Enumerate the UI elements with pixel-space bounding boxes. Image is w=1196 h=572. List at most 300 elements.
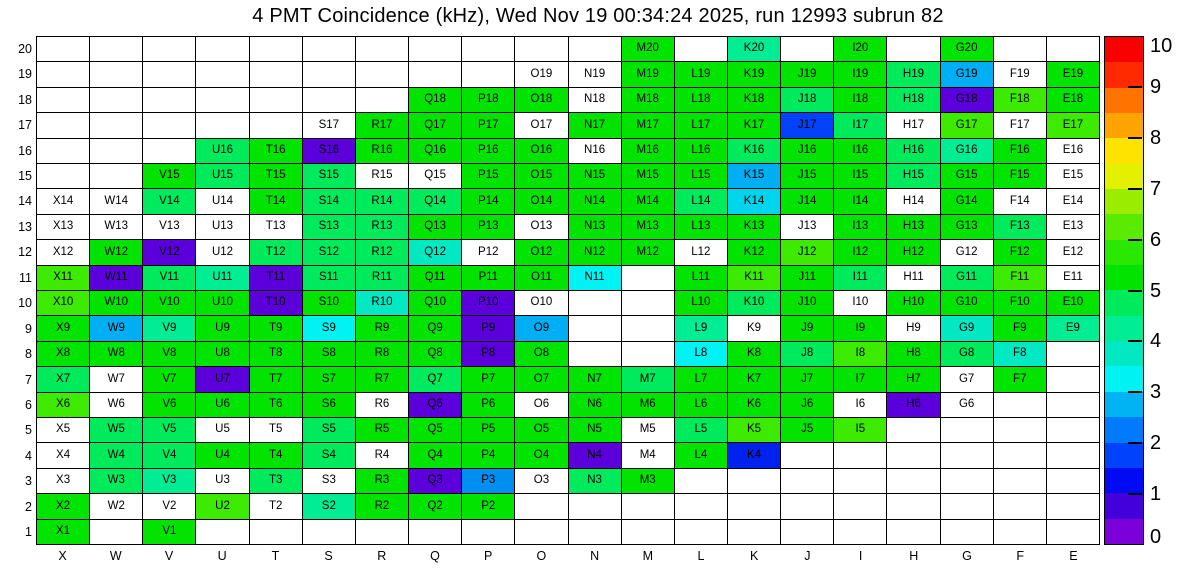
heatmap-cell: O7 xyxy=(515,367,567,391)
heatmap-cell: W5 xyxy=(90,418,142,442)
heatmap-cell: F13 xyxy=(994,215,1046,239)
heatmap-cell: S12 xyxy=(303,240,355,264)
heatmap-cell: L14 xyxy=(675,189,727,213)
heatmap-cell: K19 xyxy=(728,62,780,86)
y-axis-label: 17 xyxy=(18,118,32,133)
heatmap-cell xyxy=(781,494,833,518)
colorbar-segment xyxy=(1105,316,1143,341)
heatmap-cell: V15 xyxy=(143,164,195,188)
colorbar-segment xyxy=(1105,240,1143,265)
heatmap-cell: G20 xyxy=(941,37,993,61)
heatmap-cell: J12 xyxy=(781,240,833,264)
heatmap-cell: K20 xyxy=(728,37,780,61)
heatmap-cell: K8 xyxy=(728,342,780,366)
heatmap-cell xyxy=(250,88,302,112)
heatmap-cell: Q2 xyxy=(409,494,461,518)
heatmap-cell xyxy=(409,62,461,86)
x-axis-label: V xyxy=(164,549,174,563)
heatmap-cell: T2 xyxy=(250,494,302,518)
heatmap-cell: U2 xyxy=(196,494,248,518)
heatmap-cell xyxy=(409,520,461,544)
heatmap-cell: O6 xyxy=(515,393,567,417)
heatmap-cell: I7 xyxy=(834,367,886,391)
y-axis-label: 14 xyxy=(18,194,32,209)
heatmap-cell: K11 xyxy=(728,266,780,290)
y-axis-label: 9 xyxy=(25,321,32,336)
heatmap-cell: N16 xyxy=(569,139,621,163)
heatmap-cell: J7 xyxy=(781,367,833,391)
heatmap-cell: P7 xyxy=(462,367,514,391)
heatmap-cell: J6 xyxy=(781,393,833,417)
heatmap-cell: K10 xyxy=(728,291,780,315)
heatmap-cell xyxy=(37,62,89,86)
heatmap-cell xyxy=(569,291,621,315)
heatmap-cell: O10 xyxy=(515,291,567,315)
heatmap-cell: U8 xyxy=(196,342,248,366)
heatmap-cell xyxy=(515,37,567,61)
heatmap-cell: X14 xyxy=(37,189,89,213)
heatmap-cell xyxy=(196,37,248,61)
heatmap-cell: Q11 xyxy=(409,266,461,290)
heatmap-cell: O8 xyxy=(515,342,567,366)
colorbar-tick-label: 7 xyxy=(1150,177,1162,200)
heatmap-cell: R6 xyxy=(356,393,408,417)
heatmap-cell: W11 xyxy=(90,266,142,290)
heatmap-cell: J19 xyxy=(781,62,833,86)
heatmap-cell: Q13 xyxy=(409,215,461,239)
heatmap-cell: J18 xyxy=(781,88,833,112)
heatmap-cell: P18 xyxy=(462,88,514,112)
colorbar-segment xyxy=(1105,468,1143,493)
heatmap-cell: S15 xyxy=(303,164,355,188)
heatmap-cell: X3 xyxy=(37,469,89,493)
heatmap-cell: Q14 xyxy=(409,189,461,213)
heatmap-cell xyxy=(303,88,355,112)
heatmap-cell: P5 xyxy=(462,418,514,442)
heatmap-cell xyxy=(356,520,408,544)
heatmap-cell: E9 xyxy=(1047,316,1099,340)
heatmap-cell xyxy=(515,520,567,544)
heatmap-cell: K13 xyxy=(728,215,780,239)
heatmap-cell: E10 xyxy=(1047,291,1099,315)
heatmap-cell: Q12 xyxy=(409,240,461,264)
heatmap-cell: I19 xyxy=(834,62,886,86)
colorbar-tick xyxy=(1128,493,1142,495)
heatmap-cell: O16 xyxy=(515,139,567,163)
heatmap-cell xyxy=(1047,393,1099,417)
heatmap-cell: O15 xyxy=(515,164,567,188)
heatmap-cell: S2 xyxy=(303,494,355,518)
heatmap-cell: V7 xyxy=(143,367,195,391)
heatmap-cell: G18 xyxy=(941,88,993,112)
heatmap-cell: N18 xyxy=(569,88,621,112)
heatmap-cell: L5 xyxy=(675,418,727,442)
heatmap-cell: M17 xyxy=(622,113,674,137)
heatmap-cell xyxy=(781,520,833,544)
heatmap-cell: U12 xyxy=(196,240,248,264)
heatmap-cell: L15 xyxy=(675,164,727,188)
heatmap-cell: L18 xyxy=(675,88,727,112)
heatmap-cell: T12 xyxy=(250,240,302,264)
heatmap-cell xyxy=(834,443,886,467)
heatmap-cell: V8 xyxy=(143,342,195,366)
heatmap-cell: V3 xyxy=(143,469,195,493)
heatmap-cell: P11 xyxy=(462,266,514,290)
heatmap-cell: K16 xyxy=(728,139,780,163)
heatmap-cell xyxy=(143,37,195,61)
x-axis-label: F xyxy=(1016,549,1024,563)
heatmap-cell: E18 xyxy=(1047,88,1099,112)
heatmap-cell: I13 xyxy=(834,215,886,239)
heatmap-cell: O17 xyxy=(515,113,567,137)
heatmap-cell: L16 xyxy=(675,139,727,163)
heatmap-cell: T7 xyxy=(250,367,302,391)
heatmap-cell: V11 xyxy=(143,266,195,290)
heatmap-cell: X6 xyxy=(37,393,89,417)
heatmap-cell: N6 xyxy=(569,393,621,417)
heatmap-cell: H9 xyxy=(887,316,939,340)
heatmap-cell: U6 xyxy=(196,393,248,417)
colorbar-tick-label: 8 xyxy=(1150,126,1162,149)
heatmap-cell xyxy=(1047,342,1099,366)
heatmap-cell: T13 xyxy=(250,215,302,239)
heatmap-cell xyxy=(1047,37,1099,61)
heatmap-cell: U11 xyxy=(196,266,248,290)
heatmap-cell xyxy=(781,37,833,61)
heatmap-cell: R14 xyxy=(356,189,408,213)
heatmap-cell: X13 xyxy=(37,215,89,239)
heatmap-cell: T6 xyxy=(250,393,302,417)
heatmap-cell: L7 xyxy=(675,367,727,391)
colorbar-tick xyxy=(1128,137,1142,139)
heatmap-cell: E13 xyxy=(1047,215,1099,239)
colorbar-segment xyxy=(1105,265,1143,290)
heatmap-cell: I12 xyxy=(834,240,886,264)
heatmap-cell: Q6 xyxy=(409,393,461,417)
heatmap-cell: T5 xyxy=(250,418,302,442)
heatmap-cell xyxy=(675,37,727,61)
heatmap-cell: R10 xyxy=(356,291,408,315)
y-axis-label: 6 xyxy=(25,398,32,413)
heatmap-cell xyxy=(622,291,674,315)
heatmap-cell: P3 xyxy=(462,469,514,493)
heatmap-cell xyxy=(994,520,1046,544)
heatmap-cell: G17 xyxy=(941,113,993,137)
heatmap-cell: N19 xyxy=(569,62,621,86)
heatmap-cell: M19 xyxy=(622,62,674,86)
x-axis-label: O xyxy=(536,549,547,563)
heatmap-cell: G16 xyxy=(941,139,993,163)
x-axis-label: P xyxy=(484,549,493,563)
colorbar-segment xyxy=(1105,493,1143,518)
heatmap-cell: W7 xyxy=(90,367,142,391)
heatmap-cell xyxy=(622,520,674,544)
heatmap-cell xyxy=(90,113,142,137)
heatmap-cell xyxy=(941,418,993,442)
heatmap-cell xyxy=(196,520,248,544)
colorbar-segment xyxy=(1105,214,1143,239)
heatmap-cell: N17 xyxy=(569,113,621,137)
heatmap-cell xyxy=(622,342,674,366)
heatmap-cell: L4 xyxy=(675,443,727,467)
colorbar-tick-label: 3 xyxy=(1150,381,1162,404)
heatmap-cell xyxy=(90,37,142,61)
heatmap-cell: N15 xyxy=(569,164,621,188)
heatmap-cell: P17 xyxy=(462,113,514,137)
heatmap-cell: W10 xyxy=(90,291,142,315)
heatmap-cell: G14 xyxy=(941,189,993,213)
colorbar-segment xyxy=(1105,164,1143,189)
heatmap-cell xyxy=(675,520,727,544)
heatmap-cell: E15 xyxy=(1047,164,1099,188)
heatmap-cell: F18 xyxy=(994,88,1046,112)
heatmap-cell: W14 xyxy=(90,189,142,213)
heatmap-cell: Q10 xyxy=(409,291,461,315)
heatmap-cell xyxy=(994,37,1046,61)
heatmap-cell: P9 xyxy=(462,316,514,340)
heatmap-cell: G6 xyxy=(941,393,993,417)
heatmap-cell: M14 xyxy=(622,189,674,213)
colorbar-tick-label: 9 xyxy=(1150,75,1162,98)
colorbar-segment xyxy=(1105,113,1143,138)
y-axis-label: 19 xyxy=(18,67,32,82)
heatmap-cell xyxy=(250,113,302,137)
heatmap-cell: U9 xyxy=(196,316,248,340)
heatmap-cell xyxy=(569,520,621,544)
heatmap-cell xyxy=(941,469,993,493)
heatmap-cell xyxy=(1047,443,1099,467)
heatmap-cell: O3 xyxy=(515,469,567,493)
heatmap-cell: K14 xyxy=(728,189,780,213)
heatmap-cell xyxy=(941,443,993,467)
heatmap-cell: G11 xyxy=(941,266,993,290)
heatmap-cell: G7 xyxy=(941,367,993,391)
heatmap-cell: X2 xyxy=(37,494,89,518)
heatmap-cell: U10 xyxy=(196,291,248,315)
heatmap-cell: Q5 xyxy=(409,418,461,442)
heatmap-cell: R11 xyxy=(356,266,408,290)
heatmap-cell xyxy=(196,62,248,86)
heatmap-cell: V10 xyxy=(143,291,195,315)
colorbar-segment xyxy=(1105,37,1143,62)
y-axis-label: 3 xyxy=(25,474,32,489)
heatmap-cell: Q8 xyxy=(409,342,461,366)
heatmap-cell: E12 xyxy=(1047,240,1099,264)
colorbar-tick xyxy=(1128,188,1142,190)
heatmap-cell xyxy=(675,494,727,518)
heatmap-cell xyxy=(37,164,89,188)
heatmap-cell xyxy=(1047,520,1099,544)
heatmap-cell xyxy=(196,88,248,112)
heatmap-cell: K18 xyxy=(728,88,780,112)
heatmap-cell xyxy=(569,342,621,366)
heatmap-cell xyxy=(781,469,833,493)
heatmap-cell: Q18 xyxy=(409,88,461,112)
heatmap-cell xyxy=(462,62,514,86)
heatmap-cell: R5 xyxy=(356,418,408,442)
heatmap-cell xyxy=(250,37,302,61)
y-axis-label: 20 xyxy=(18,41,32,56)
heatmap-cell: M5 xyxy=(622,418,674,442)
y-axis-label: 16 xyxy=(18,143,32,158)
heatmap-cell xyxy=(887,418,939,442)
heatmap-cell: N3 xyxy=(569,469,621,493)
heatmap-cell: N5 xyxy=(569,418,621,442)
colorbar-segment xyxy=(1105,138,1143,163)
heatmap-cell xyxy=(515,494,567,518)
heatmap-cell xyxy=(462,37,514,61)
heatmap-cell: X9 xyxy=(37,316,89,340)
heatmap-cell: F16 xyxy=(994,139,1046,163)
heatmap-cell: M16 xyxy=(622,139,674,163)
colorbar-tick xyxy=(1128,239,1142,241)
heatmap-cell: S5 xyxy=(303,418,355,442)
heatmap-cell: W4 xyxy=(90,443,142,467)
heatmap-cell: J11 xyxy=(781,266,833,290)
heatmap-cell xyxy=(994,418,1046,442)
heatmap-cell: E11 xyxy=(1047,266,1099,290)
heatmap-cell xyxy=(834,469,886,493)
heatmap-cell: V9 xyxy=(143,316,195,340)
heatmap-cell: G19 xyxy=(941,62,993,86)
heatmap-cell: H11 xyxy=(887,266,939,290)
heatmap-cell: U16 xyxy=(196,139,248,163)
heatmap-cell: G12 xyxy=(941,240,993,264)
heatmap-cell: R17 xyxy=(356,113,408,137)
x-axis-label: J xyxy=(804,549,811,563)
heatmap-cell: U14 xyxy=(196,189,248,213)
heatmap-cell: J17 xyxy=(781,113,833,137)
heatmap-cell: K4 xyxy=(728,443,780,467)
y-axis-label: 4 xyxy=(25,448,32,463)
heatmap-cell: H16 xyxy=(887,139,939,163)
heatmap-cell: Q15 xyxy=(409,164,461,188)
heatmap-cell: K17 xyxy=(728,113,780,137)
heatmap-cell: S16 xyxy=(303,139,355,163)
heatmap-cell: N13 xyxy=(569,215,621,239)
heatmap-cell: F7 xyxy=(994,367,1046,391)
heatmap-cell: T15 xyxy=(250,164,302,188)
heatmap-cell: R15 xyxy=(356,164,408,188)
colorbar-segment xyxy=(1105,290,1143,315)
heatmap-cell: P14 xyxy=(462,189,514,213)
heatmap-cell xyxy=(887,37,939,61)
heatmap-cell xyxy=(196,113,248,137)
heatmap-cell: X4 xyxy=(37,443,89,467)
heatmap-cell: S8 xyxy=(303,342,355,366)
heatmap-cell: L6 xyxy=(675,393,727,417)
heatmap-cell: F12 xyxy=(994,240,1046,264)
heatmap-cell: N11 xyxy=(569,266,621,290)
heatmap-cell: I9 xyxy=(834,316,886,340)
heatmap-cell: H18 xyxy=(887,88,939,112)
heatmap-cell: Q7 xyxy=(409,367,461,391)
heatmap-cell: T8 xyxy=(250,342,302,366)
heatmap-cell: V13 xyxy=(143,215,195,239)
heatmap-cell xyxy=(569,494,621,518)
heatmap-cell: O14 xyxy=(515,189,567,213)
x-axis-label: G xyxy=(962,549,972,563)
colorbar-tick-label: 2 xyxy=(1150,432,1162,455)
heatmap-cell: E19 xyxy=(1047,62,1099,86)
colorbar-tick xyxy=(1128,340,1142,342)
heatmap-cell: O12 xyxy=(515,240,567,264)
heatmap-cell xyxy=(994,494,1046,518)
colorbar-segment xyxy=(1105,88,1143,113)
heatmap-cell xyxy=(90,62,142,86)
heatmap-cell: W9 xyxy=(90,316,142,340)
heatmap-cell: N14 xyxy=(569,189,621,213)
heatmap-cell: L10 xyxy=(675,291,727,315)
heatmap-cell: V4 xyxy=(143,443,195,467)
heatmap-grid xyxy=(36,36,1100,545)
heatmap-cell: U5 xyxy=(196,418,248,442)
heatmap-cell: H19 xyxy=(887,62,939,86)
x-axis-label: S xyxy=(324,549,333,563)
heatmap-cell: K5 xyxy=(728,418,780,442)
heatmap-cell: R7 xyxy=(356,367,408,391)
heatmap-cell xyxy=(356,62,408,86)
heatmap-cell: U4 xyxy=(196,443,248,467)
y-axis-label: 11 xyxy=(19,270,32,285)
heatmap-cell xyxy=(569,316,621,340)
heatmap-cell xyxy=(37,37,89,61)
heatmap-cell: W12 xyxy=(90,240,142,264)
x-axis-label: X xyxy=(58,549,67,563)
heatmap-cell: X7 xyxy=(37,367,89,391)
heatmap-cell: N4 xyxy=(569,443,621,467)
heatmap-cell xyxy=(250,520,302,544)
heatmap-cell: P2 xyxy=(462,494,514,518)
heatmap-cell: R2 xyxy=(356,494,408,518)
heatmap-cell: L8 xyxy=(675,342,727,366)
heatmap-cell: G15 xyxy=(941,164,993,188)
heatmap-cell: V6 xyxy=(143,393,195,417)
heatmap-cell: O13 xyxy=(515,215,567,239)
colorbar-segment xyxy=(1105,341,1143,366)
heatmap-cell: O4 xyxy=(515,443,567,467)
heatmap-cell: S3 xyxy=(303,469,355,493)
heatmap-cell: Q16 xyxy=(409,139,461,163)
heatmap-cell: P8 xyxy=(462,342,514,366)
heatmap-cell: J16 xyxy=(781,139,833,163)
heatmap-cell: X10 xyxy=(37,291,89,315)
heatmap-cell: H8 xyxy=(887,342,939,366)
heatmap-cell xyxy=(90,164,142,188)
heatmap-cell: G8 xyxy=(941,342,993,366)
heatmap-cell: Q4 xyxy=(409,443,461,467)
heatmap-cell: W8 xyxy=(90,342,142,366)
heatmap-cell xyxy=(303,62,355,86)
heatmap-cell: X8 xyxy=(37,342,89,366)
y-axis-label: 5 xyxy=(25,423,32,438)
heatmap-cell: L19 xyxy=(675,62,727,86)
heatmap-cell: I5 xyxy=(834,418,886,442)
heatmap-cell xyxy=(1047,494,1099,518)
heatmap-cell: I16 xyxy=(834,139,886,163)
colorbar-segment xyxy=(1105,417,1143,442)
heatmap-cell: E17 xyxy=(1047,113,1099,137)
heatmap-cell: T10 xyxy=(250,291,302,315)
heatmap-cell: S6 xyxy=(303,393,355,417)
x-axis-label: M xyxy=(642,549,653,563)
heatmap-cell: G9 xyxy=(941,316,993,340)
x-axis-label: E xyxy=(1069,549,1078,563)
heatmap-cell: S17 xyxy=(303,113,355,137)
heatmap-cell: F19 xyxy=(994,62,1046,86)
heatmap-cell xyxy=(303,520,355,544)
heatmap-cell: U15 xyxy=(196,164,248,188)
